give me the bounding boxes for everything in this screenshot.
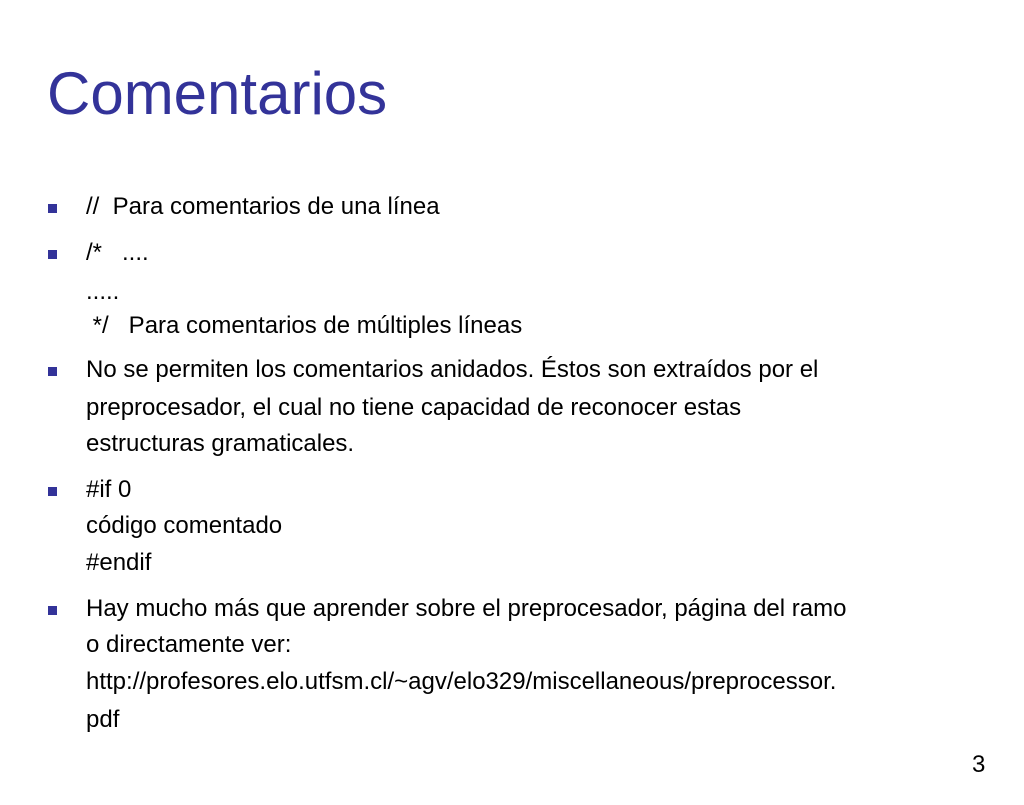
bullet-text-line: No se permiten los comentarios anidados. Éstos son extraídos por el <box>86 356 819 383</box>
bullet-text-line: o directamente ver: <box>86 631 292 658</box>
bullet-text-line: preprocesador, el cual no tiene capacidad de reconocer estas <box>86 394 742 421</box>
bullet-text-line: */ Para comentarios de múltiples líneas <box>86 312 523 339</box>
square-bullet-icon <box>48 487 57 496</box>
square-bullet-icon <box>48 250 57 259</box>
bullet-text-link[interactable]: pdf <box>86 706 120 733</box>
bullet-text-line: #endif <box>86 549 152 576</box>
bullet-text-line: ..... <box>86 278 120 305</box>
bullet-text-line: #if 0 <box>86 476 132 503</box>
square-bullet-icon <box>48 367 57 376</box>
bullet-text-line: estructuras gramaticales. <box>86 430 355 457</box>
page-number: 3 <box>972 751 986 778</box>
bullet-text-line: /* .... <box>86 239 149 266</box>
bullet-text-line: Hay mucho más que aprender sobre el preprocesador, página del ramo <box>86 595 847 622</box>
bullet-text-line: código comentado <box>86 512 283 539</box>
square-bullet-icon <box>48 606 57 615</box>
slide-title: Comentarios <box>47 60 388 127</box>
square-bullet-icon <box>48 204 57 213</box>
bullet-text-line: // Para comentarios de una línea <box>86 193 440 220</box>
bullet-text-link[interactable]: http://profesores.elo.utfsm.cl/~agv/elo329/miscellaneous/preprocessor. <box>86 668 837 695</box>
